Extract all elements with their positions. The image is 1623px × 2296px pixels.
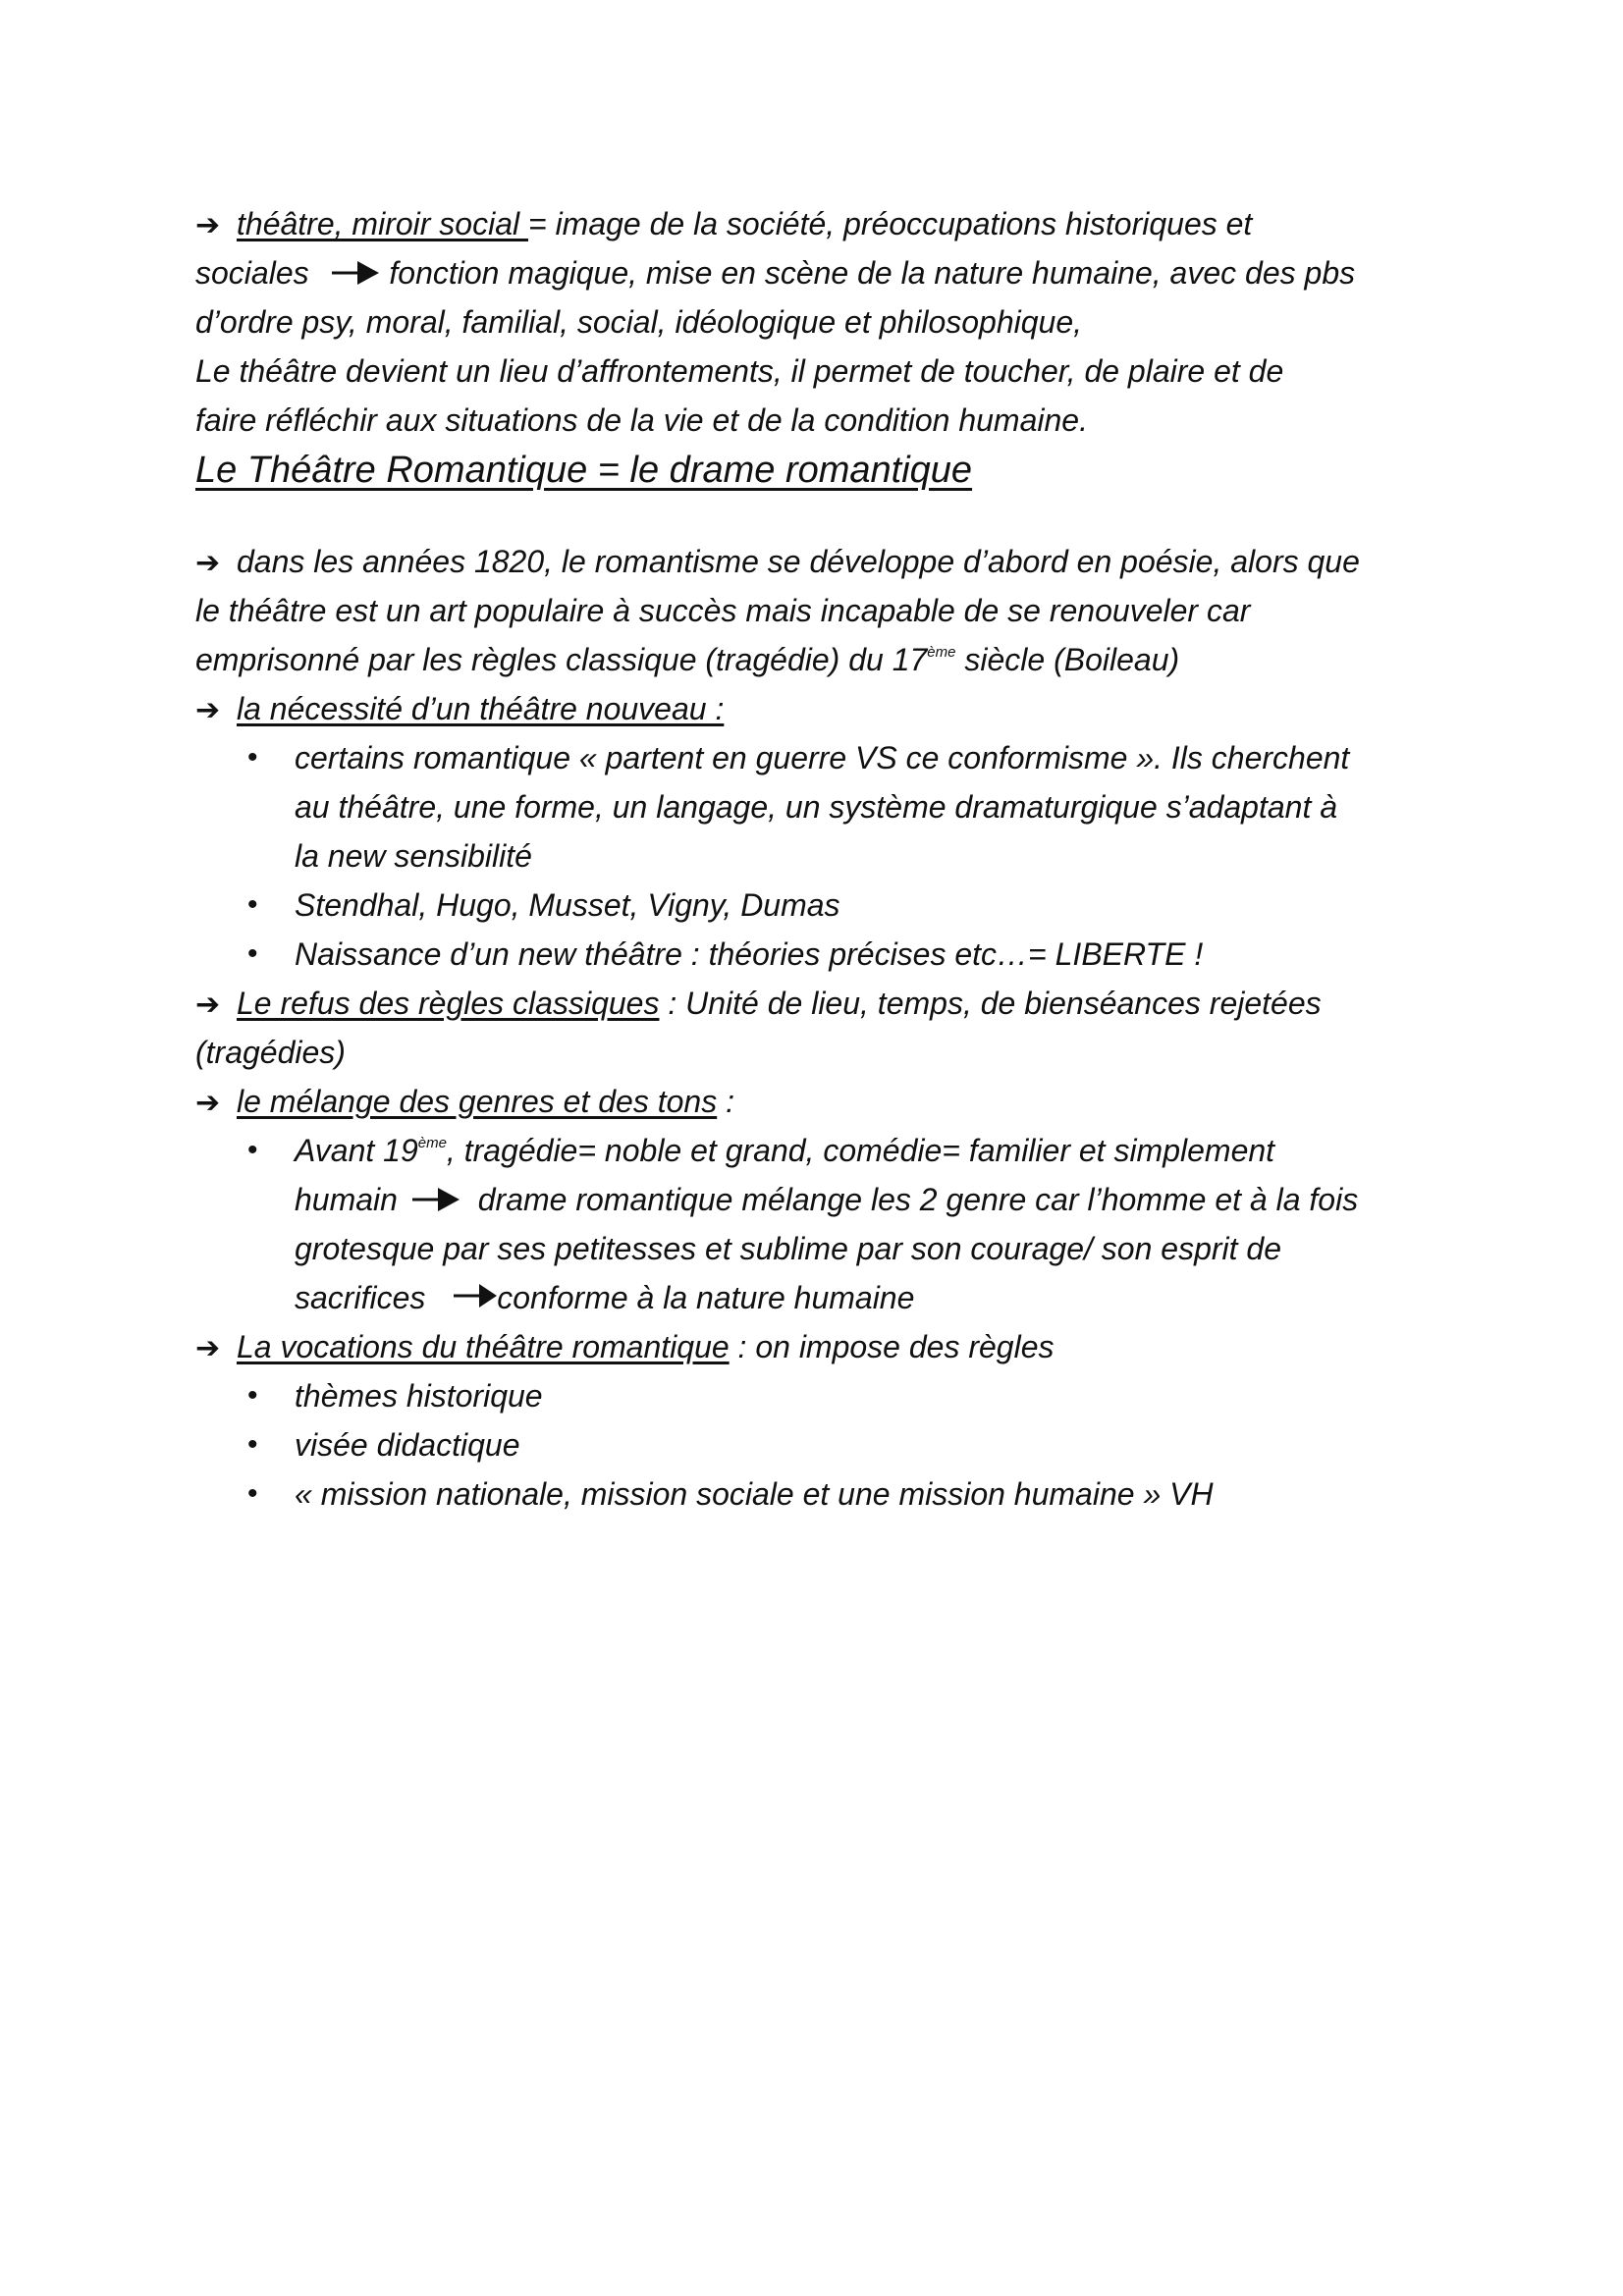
list-item [195, 1469, 1442, 1519]
bullet-continuation: la new sensibilité [295, 838, 532, 874]
bullet-text: visée didactique [295, 1427, 520, 1463]
bullet-text: sacrifices [295, 1280, 426, 1315]
bullet-text: drame romantique mélange les 2 genre car l’homme et à la fois [477, 1182, 1359, 1217]
list-item [195, 1371, 1442, 1420]
superscript: ème [417, 1135, 447, 1151]
page-title: Le Théâtre Romantique = le drame romantique [195, 450, 973, 491]
bullet-text: Naissance d’un new théâtre : théories précises etc…= LIBERTE ! [295, 936, 1204, 972]
list-item [195, 881, 1442, 930]
intro-text-1: = image de la société, préoccupations historiques et [527, 206, 1253, 241]
intro-line-4: Le théâtre devient un lieu d’affrontements, il permet de toucher, de plaire et de [195, 353, 1284, 389]
bullet-icon: • [247, 1134, 258, 1166]
bullet-text: humain [295, 1182, 398, 1217]
bullet-icon: • [247, 937, 258, 970]
section-4-heading: le mélange des genres et des tons [237, 1084, 718, 1119]
arrow-right-icon: ➔ [195, 1332, 221, 1364]
section-3-line-2: (tragédies) [195, 1035, 346, 1070]
section-1-text-1: dans les années 1820, le romantisme se développe d’abord en poésie, alors que [237, 544, 1360, 579]
intro-heading: théâtre, miroir social [237, 206, 528, 241]
bullet-text: « mission nationale, mission sociale et une mission humaine » VH [295, 1476, 1214, 1512]
section-5-text: : on impose des règles [729, 1329, 1055, 1364]
arrow-right-icon: ➔ [195, 694, 221, 726]
list-item [195, 930, 1442, 979]
section-5-heading: La vocations du théâtre romantique [237, 1329, 730, 1364]
bullet-text: Avant 19 [295, 1133, 418, 1168]
arrow-right-icon [406, 1185, 469, 1214]
arrow-right-icon: ➔ [195, 209, 221, 241]
bullet-text: thèmes historique [295, 1378, 543, 1414]
list-item [195, 1420, 1442, 1469]
section-1-line-3 [195, 635, 1442, 684]
bullet-continuation [195, 1175, 1442, 1224]
superscript: ème [927, 644, 956, 661]
bullet-icon: • [247, 741, 258, 774]
section-2-heading-line [195, 684, 1442, 733]
bullet-continuation: grotesque par ses petitesses et sublime par son courage/ son esprit de [295, 1231, 1282, 1266]
section-4-heading-suffix: : [717, 1084, 734, 1119]
bullet-text: certains romantique « partent en guerre VS ce conformisme ». Ils cherchent [295, 740, 1350, 775]
section-5-heading-line [195, 1322, 1442, 1371]
section-1-text-3b: siècle (Boileau) [955, 642, 1180, 677]
section-1-line-1 [195, 537, 1442, 586]
list-item [195, 1126, 1442, 1175]
document-body [195, 199, 1442, 1519]
section-1-text-3a: emprisonné par les règles classique (tragédie) du 17 [195, 642, 928, 677]
intro-line-3: d’ordre psy, moral, familial, social, idéologique et philosophique, [195, 304, 1083, 340]
section-3-heading: Le refus des règles classiques [237, 986, 660, 1021]
section-1-line-2: le théâtre est un art populaire à succès mais incapable de se renouveler car [195, 593, 1251, 628]
bullet-continuation [195, 1273, 1442, 1322]
list-item [195, 733, 1442, 782]
intro-text-2b: fonction magique, mise en scène de la nature humaine, avec des pbs [389, 255, 1356, 291]
arrow-right-icon [318, 258, 381, 288]
arrow-right-icon: ➔ [195, 988, 221, 1021]
bullet-icon: • [247, 1428, 258, 1461]
arrow-right-icon [434, 1283, 497, 1312]
bullet-continuation: au théâtre, une forme, un langage, un système dramaturgique s’adaptant à [295, 789, 1338, 825]
bullet-icon: • [247, 1477, 258, 1510]
section-2-heading: la nécessité d’un théâtre nouveau : [237, 691, 725, 726]
section-4-heading-line [195, 1077, 1442, 1126]
intro-line-1 [195, 199, 1442, 248]
arrow-right-icon: ➔ [195, 547, 221, 579]
intro-line-5: faire réfléchir aux situations de la vie et de la condition humaine. [195, 402, 1088, 438]
bullet-text: , tragédie= noble et grand, comédie= familier et simplement [446, 1133, 1275, 1168]
section-3-heading-line [195, 979, 1442, 1028]
section-3-text-1: : Unité de lieu, temps, de bienséances rejetées [659, 986, 1322, 1021]
bullet-text: conforme à la nature humaine [497, 1280, 915, 1315]
intro-text-2a: sociales [195, 255, 309, 291]
bullet-icon: • [247, 1379, 258, 1412]
arrow-right-icon: ➔ [195, 1087, 221, 1119]
bullet-text: Stendhal, Hugo, Musset, Vigny, Dumas [295, 887, 840, 923]
bullet-icon: • [247, 888, 258, 921]
intro-line-2 [195, 248, 1442, 297]
